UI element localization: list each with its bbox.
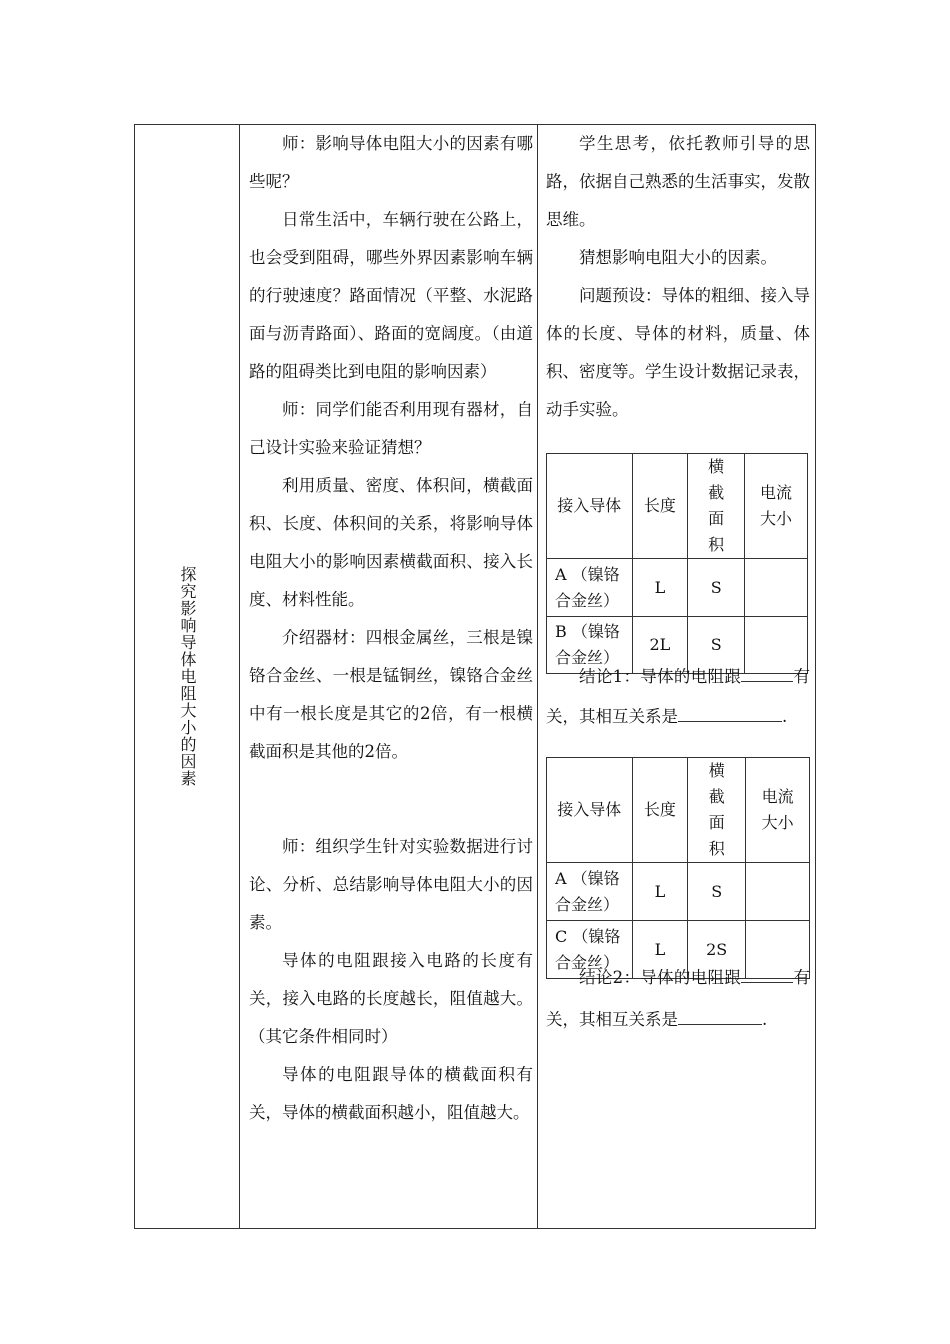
answer-blank[interactable] (741, 665, 793, 682)
header-cell: 接入导体 (547, 454, 633, 559)
conclusion-2-lead: 结论2：导体的电阻跟 (579, 968, 742, 987)
student-paragraph: 猜想影响电阻大小的因素。 (579, 248, 777, 267)
spacer (249, 771, 533, 828)
header-cell: 横截面积 (688, 454, 745, 559)
conclusion-1 (546, 657, 810, 737)
table-cell: 2S (688, 921, 746, 979)
header-cell: 长度 (632, 758, 688, 863)
table-cell: L (632, 559, 688, 617)
teacher-activity-column (249, 125, 533, 1132)
column-divider (537, 125, 538, 1228)
table-cell (745, 559, 808, 617)
conclusion-1-lead: 结论1：导体的电阻跟 (579, 667, 742, 686)
section-label: 探究影响导体电阻大小的因素 (178, 566, 197, 787)
table-cell (746, 863, 810, 921)
conclusion-1-mid: 有关，其相互关系是 (546, 667, 811, 726)
header-cell: 电流大小 (745, 454, 808, 559)
teacher-paragraph: 介绍器材：四根金属丝，三根是镍铬合金丝、一根是锰铜丝，镍铬合金丝中有一根长度是其它的2倍，有一根横截面积是其他的2倍。 (249, 628, 533, 761)
column-divider (239, 125, 240, 1228)
table-cell: C （镍铬合金丝） (547, 921, 633, 979)
teacher-paragraph: 师：同学们能否利用现有器材，自己设计实验来验证猜想？ (249, 400, 533, 457)
data-table-2 (546, 757, 810, 979)
data-table-1 (546, 453, 808, 674)
header-cell: 长度 (632, 454, 688, 559)
student-paragraph: 学生思考，依托教师引导的思路，依据自己熟悉的生活事实，发散思维。 (546, 134, 810, 229)
header-cell: 横截面积 (688, 758, 746, 863)
table-cell: S (688, 617, 745, 674)
section-label-cell (135, 125, 239, 1228)
table-cell: L (632, 863, 688, 921)
student-paragraph: 问题预设：导体的粗细、接入导体的长度、导体的材料，质量、体积、密度等。学生设计数据记录表，动手实验。 (546, 286, 810, 419)
table-cell: 2L (632, 617, 688, 674)
table-cell: A （镍铬合金丝） (547, 863, 633, 921)
teacher-paragraph: 导体的电阻跟接入电路的长度有关，接入电路的长度越长，阻值越大。（其它条件相同时） (249, 951, 533, 1046)
teacher-paragraph: 导体的电阻跟导体的横截面积有关，导体的横截面积越小，阻值越大。 (249, 1065, 533, 1122)
table-cell: L (632, 921, 688, 979)
table-cell: B （镍铬合金丝） (547, 617, 633, 674)
conclusion-2-mid: 有关，其相互关系是 (546, 968, 811, 1029)
table-cell: A （镍铬合金丝） (547, 559, 633, 617)
lesson-table (134, 124, 816, 1229)
answer-blank[interactable] (678, 705, 782, 722)
conclusion-2-end: . (762, 1010, 768, 1029)
student-activity-column (546, 125, 810, 1225)
teacher-paragraph: 师：影响导体电阻大小的因素有哪些呢？ (249, 134, 533, 191)
teacher-paragraph: 日常生活中，车辆行驶在公路上，也会受到阻碍，哪些外界因素影响车辆的行驶速度？路面情况（平整、水泥路面与沥青路面）、路面的宽阔度。（由道路的阻碍类比到电阻的影响因素） (249, 210, 533, 381)
answer-blank[interactable] (741, 966, 793, 983)
table-cell: S (688, 559, 745, 617)
teacher-paragraph: 师：组织学生针对实验数据进行讨论、分析、总结影响导体电阻大小的因素。 (249, 837, 533, 932)
header-cell: 接入导体 (547, 758, 633, 863)
conclusion-2 (546, 957, 810, 1041)
teacher-paragraph: 利用质量、密度、体积间，横截面积、长度、体积间的关系，将影响导体电阻大小的影响因素横截面积、接入长度、材料性能。 (249, 476, 533, 609)
table-cell: S (688, 863, 746, 921)
answer-blank[interactable] (678, 1008, 762, 1025)
conclusion-1-end: . (782, 707, 788, 726)
header-cell: 电流大小 (746, 758, 810, 863)
